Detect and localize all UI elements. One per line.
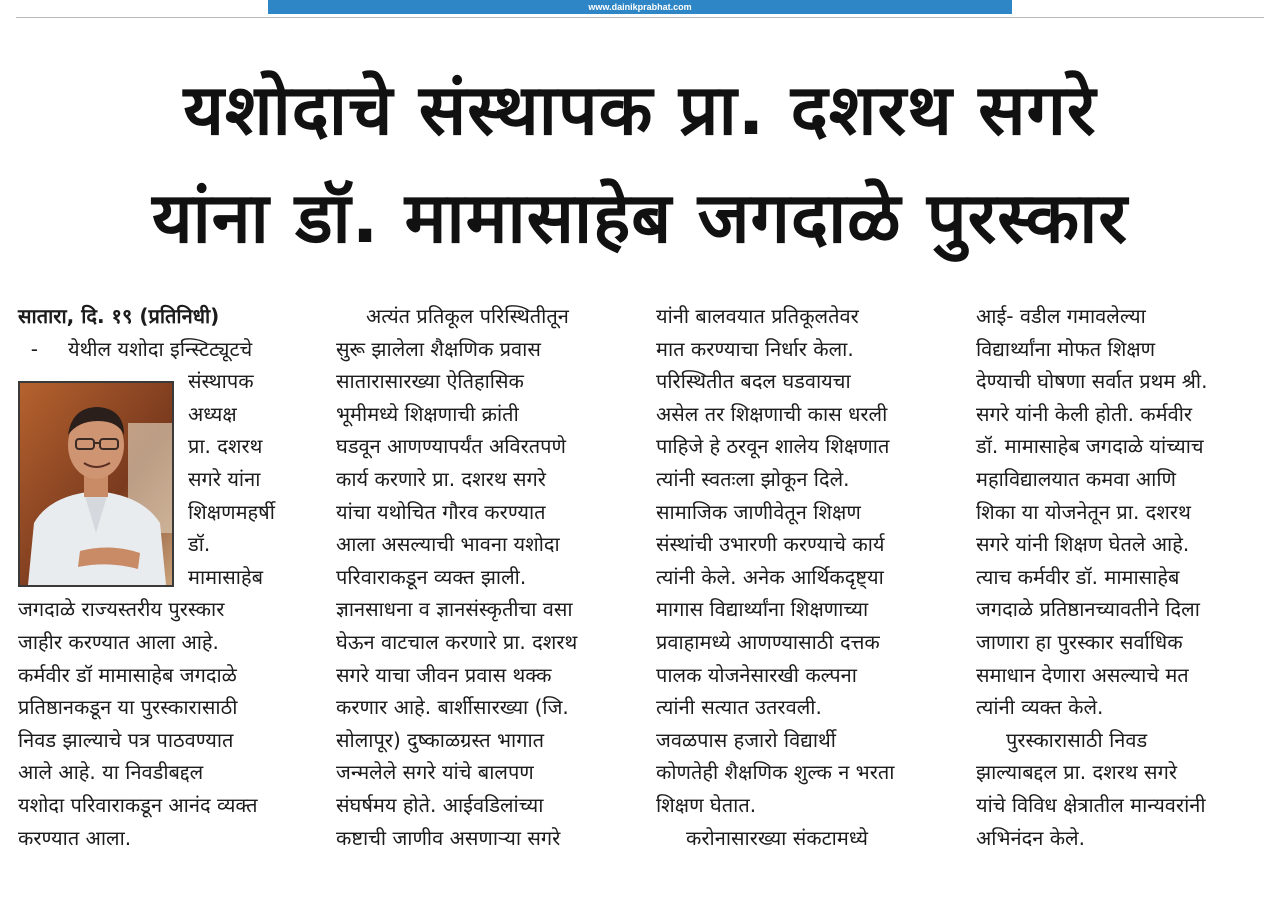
text-line: समाधान देणारा असल्याचे मत — [976, 662, 1189, 687]
text-line: प्रा. दशरथ — [188, 434, 263, 459]
text-line: जगदाळे राज्यस्तरीय पुरस्कार — [18, 597, 225, 622]
text-line: कर्मवीर डॉ मामासाहेब जगदाळे — [18, 662, 237, 687]
portrait-illustration — [20, 383, 172, 585]
text-line: शिक्षणमहर्षी — [188, 499, 275, 524]
text-line: सुरू झालेला शैक्षणिक प्रवास — [336, 336, 541, 361]
text-line: परिवाराकडून व्यक्त झाली. — [336, 564, 527, 589]
text-line: यशोदा परिवाराकडून आनंद व्यक्त — [18, 792, 258, 817]
article-column-2 — [336, 300, 636, 854]
text-line: महाविद्यालयात कमवा आणि — [976, 466, 1176, 491]
text-line: मागास विद्यार्थ्यांना शिक्षणाच्या — [656, 597, 869, 622]
text-line: जाणारा हा पुरस्कार सर्वाधिक — [976, 629, 1183, 654]
text-line: डॉ. मामासाहेब जगदाळे यांच्याच — [976, 434, 1204, 459]
text-line: प्रवाहामध्ये आणण्यासाठी दत्तक — [656, 629, 880, 654]
article-column-4 — [976, 300, 1276, 854]
text-line: झाल्याबद्दल प्रा. दशरथ सगरे — [976, 760, 1178, 785]
headline-line: यांना डॉ. मामासाहेब जगदाळे पुरस्कार — [152, 177, 1128, 259]
text-line: ज्ञानसाधना व ज्ञानसंस्कृतीचा वसा — [336, 597, 573, 622]
text-line: विद्यार्थ्यांना मोफत शिक्षण — [976, 336, 1156, 361]
text-line: भूमीमध्ये शिक्षणाची क्रांती — [336, 401, 519, 426]
text-line: पालक योजनेसारखी कल्पना — [656, 662, 857, 687]
text-line: डॉ. — [188, 532, 211, 557]
text-line: अत्यंत प्रतिकूल परिस्थितीतून — [366, 304, 569, 328]
text-line — [18, 333, 318, 366]
text-line: आई- वडील गमावलेल्या — [976, 304, 1146, 328]
dateline: सातारा, दि. १९ (प्रतिनिधी) — [18, 304, 220, 328]
headline-line: यशोदाचे संस्थापक प्रा. दशरथ सगरे — [183, 69, 1097, 151]
text-line: मात करण्याचा निर्धार केला. — [656, 336, 854, 361]
text-line: करोनासारख्या संकटामध्ये — [686, 825, 868, 850]
text-line: जाहीर करण्यात आला आहे. — [18, 629, 219, 654]
text-line: त्यांनी सत्यात उतरवली. — [656, 695, 822, 720]
text-line: शिक्षण घेतात. — [656, 792, 757, 817]
text-line: संस्थापक — [188, 369, 254, 394]
text-line: परिस्थितीत बदल घडवायचा — [656, 369, 851, 394]
dash: - — [18, 336, 38, 361]
text-line: यांनी बालवयात प्रतिकूलतेवर — [656, 304, 859, 328]
site-url-banner — [268, 0, 1012, 14]
text-line: त्यांनी स्वतःला झोकून दिले. — [656, 466, 850, 491]
text-line: सगरे याचा जीवन प्रवास थक्क — [336, 662, 552, 687]
text-line: घेऊन वाटचाल करणारे प्रा. दशरथ — [336, 629, 578, 654]
portrait-photo — [18, 381, 174, 587]
text-line: मामासाहेब — [188, 564, 264, 589]
text-line: सगरे यांनी केली होती. कर्मवीर — [976, 401, 1193, 426]
text-line: त्यांनी व्यक्त केले. — [976, 695, 1104, 720]
text-line: जन्मलेले सगरे यांचे बालपण — [336, 760, 534, 785]
text-line-first: येथील यशोदा इन्स्टिट्यूटचे — [68, 336, 253, 361]
article-column-3 — [656, 300, 956, 854]
text-line: देण्याची घोषणा सर्वात प्रथम श्री. — [976, 369, 1208, 394]
text-line: सामाजिक जाणीवेतून शिक्षण — [656, 499, 861, 524]
text-line: सोलापूर) दुष्काळग्रस्त भागात — [336, 727, 545, 752]
text-line: त्यांनी केले. अनेक आर्थिकदृष्ट्या — [656, 564, 884, 589]
text-line: कोणतेही शैक्षणिक शुल्क न भरता — [656, 760, 895, 785]
top-rule — [16, 17, 1264, 18]
text-line: करणार आहे. बार्शीसारख्या (जि. — [336, 695, 569, 720]
text-line: प्रतिष्ठानकडून या पुरस्कारासाठी — [18, 695, 238, 720]
text-line: कार्य करणारे प्रा. दशरथ सगरे — [336, 466, 546, 491]
text-line: करण्यात आला. — [18, 825, 132, 850]
text-line: आला असल्याची भावना यशोदा — [336, 532, 560, 557]
text-line: पुरस्कारासाठी निवड — [1006, 727, 1148, 752]
text-line: पाहिजे हे ठरवून शालेय शिक्षणात — [656, 434, 890, 459]
text-line: कष्टाची जाणीव असणाऱ्या सगरे — [336, 825, 561, 850]
text-line: संस्थांची उभारणी करण्याचे कार्य — [656, 532, 885, 557]
text-line: अध्यक्ष — [188, 401, 237, 426]
text-line: संघर्षमय होते. आईवडिलांच्या — [336, 792, 544, 817]
headline — [0, 56, 1280, 272]
text-line: त्याच कर्मवीर डॉ. मामासाहेब — [976, 564, 1180, 589]
text-line: सगरे यांनी शिक्षण घेतले आहे. — [976, 532, 1190, 557]
text-line: जगदाळे प्रतिष्ठानच्यावतीने दिला — [976, 597, 1200, 622]
text-line: शिका या योजनेतून प्रा. दशरथ — [976, 499, 1191, 524]
text-line: अभिनंदन केले. — [976, 825, 1085, 850]
text-line: यांचा यथोचित गौरव करण्यात — [336, 499, 546, 524]
text-line: असेल तर शिक्षणाची कास धरली — [656, 401, 888, 426]
text-line: निवड झाल्याचे पत्र पाठवण्यात — [18, 727, 234, 752]
text-line: सगरे यांना — [188, 466, 261, 491]
text-line: जवळपास हजारो विद्यार्थी — [656, 727, 836, 752]
site-url: www.dainikprabhat.com — [588, 2, 692, 12]
text-line: आले आहे. या निवडीबद्दल — [18, 760, 204, 785]
text-line: यांचे विविध क्षेत्रातील मान्यवरांनी — [976, 792, 1206, 817]
text-line: सातारासारख्या ऐतिहासिक — [336, 369, 524, 394]
text-line: घडवून आणण्यापर्यंत अविरतपणे — [336, 434, 566, 459]
